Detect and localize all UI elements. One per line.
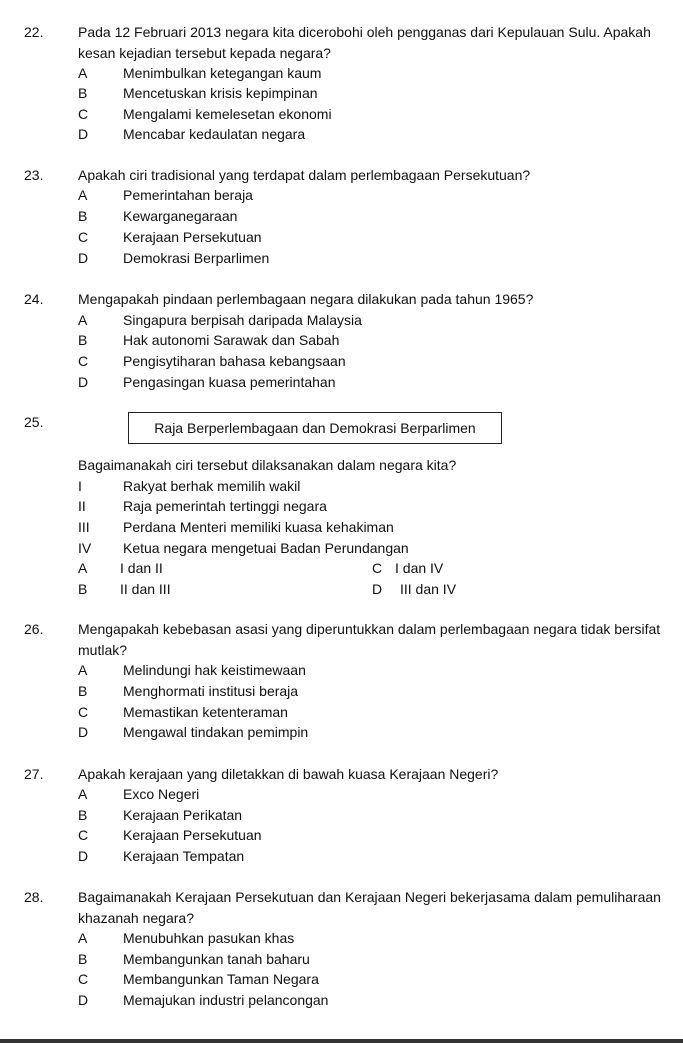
option-text: Exco Negeri — [123, 786, 200, 802]
question-stem: Bagaimanakah ciri tersebut dilaksanakan dalam negara kita? — [78, 457, 457, 473]
option-letter: B — [78, 208, 88, 224]
option-letter: C — [78, 704, 89, 720]
option-letter: A — [78, 65, 88, 81]
question-number: 23. — [24, 167, 44, 183]
stimulus-text: Raja Berperlembagaan dan Demokrasi Berparlimen — [154, 420, 476, 436]
option-text: Memastikan ketenteraman — [123, 704, 288, 720]
question-number: 26. — [24, 621, 44, 637]
question-stem: Apakah ciri tradisional yang terdapat dalam perlembagaan Persekutuan? — [78, 167, 531, 183]
option-text: Kerajaan Perikatan — [123, 807, 243, 823]
statement-numeral: I — [78, 478, 82, 494]
option-letter: D — [78, 724, 89, 740]
option-letter: B — [78, 807, 88, 823]
question-number: 22. — [24, 24, 44, 40]
question-stem: Pada 12 Februari 2013 negara kita dicerobohi oleh pengganas dari Kepulauan Sulu. Apakah kesan kejadian tersebut kepada negara? — [78, 24, 651, 61]
option-text: Mengawal tindakan pemimpin — [123, 724, 309, 740]
option-letter: C — [372, 560, 383, 576]
option-text: Mencetuskan krisis kepimpinan — [123, 85, 318, 101]
stimulus-box — [128, 412, 502, 444]
option-letter: B — [78, 581, 88, 597]
option-text: Kerajaan Persekutuan — [123, 229, 262, 245]
statement-text: Raja pemerintah tertinggi negara — [123, 498, 327, 514]
statement-text: Rakyat berhak memilih wakil — [123, 478, 301, 494]
option-letter: D — [78, 250, 89, 266]
option-text: Melindungi hak keistimewaan — [123, 662, 306, 678]
option-text: Singapura berpisah daripada Malaysia — [123, 312, 362, 328]
option-letter: C — [78, 971, 89, 987]
question-stem: Apakah kerajaan yang diletakkan di bawah kuasa Kerajaan Negeri? — [78, 766, 499, 782]
option-text: Pemerintahan beraja — [123, 187, 253, 203]
question-number: 27. — [24, 766, 44, 782]
option-letter: A — [78, 560, 88, 576]
option-text: Membangunkan Taman Negara — [123, 971, 319, 987]
page-bottom-border — [0, 1039, 683, 1043]
option-text: Demokrasi Berparlimen — [123, 250, 270, 266]
question-number: 28. — [24, 889, 44, 905]
option-text: Hak autonomi Sarawak dan Sabah — [123, 332, 340, 348]
option-text: Mengalami kemelesetan ekonomi — [123, 106, 332, 122]
statement-text: Perdana Menteri memiliki kuasa kehakiman — [123, 519, 394, 535]
option-text: Pengisytiharan bahasa kebangsaan — [123, 353, 346, 369]
option-letter: B — [78, 951, 88, 967]
question-number: 25. — [24, 414, 44, 430]
option-text: III dan IV — [400, 581, 457, 597]
option-letter: D — [78, 126, 89, 142]
option-text: Menubuhkan pasukan khas — [123, 930, 295, 946]
option-text: Membangunkan tanah baharu — [123, 951, 310, 967]
option-letter: C — [78, 353, 89, 369]
question-stem: Mengapakah kebebasan asasi yang diperuntukkan dalam perlembagaan negara tidak bersifat mutlak? — [78, 621, 661, 658]
option-text: Mencabar kedaulatan negara — [123, 126, 306, 142]
option-text: I dan IV — [395, 560, 444, 576]
option-text: Kewarganegaraan — [123, 208, 238, 224]
option-text: Memajukan industri pelancongan — [123, 992, 329, 1008]
option-text: Menimbulkan ketegangan kaum — [123, 65, 322, 81]
option-letter: D — [78, 992, 89, 1008]
statement-text: Ketua negara mengetuai Badan Perundangan — [123, 540, 409, 556]
question-stem: Mengapakah pindaan perlembagaan negara dilakukan pada tahun 1965? — [78, 291, 534, 307]
option-text: Kerajaan Tempatan — [123, 848, 245, 864]
statement-numeral: III — [78, 519, 90, 535]
option-letter: D — [372, 581, 383, 597]
option-letter: A — [78, 786, 88, 802]
option-text: Kerajaan Persekutuan — [123, 827, 262, 843]
question-number: 24. — [24, 291, 44, 307]
statement-numeral: II — [78, 498, 86, 514]
option-letter: C — [78, 229, 89, 245]
option-letter: B — [78, 332, 88, 348]
option-letter: A — [78, 312, 88, 328]
option-letter: A — [78, 662, 88, 678]
option-letter: C — [78, 106, 89, 122]
option-text: Pengasingan kuasa pemerintahan — [123, 374, 336, 390]
option-letter: A — [78, 930, 88, 946]
option-text: Menghormati institusi beraja — [123, 683, 299, 699]
option-text: I dan II — [120, 560, 163, 576]
question-stem: Bagaimanakah Kerajaan Persekutuan dan Kerajaan Negeri bekerjasama dalam pemuliharaan khazanah negara? — [78, 889, 661, 926]
option-letter: C — [78, 827, 89, 843]
option-letter: D — [78, 848, 89, 864]
option-letter: B — [78, 683, 88, 699]
option-letter: B — [78, 85, 88, 101]
option-text: II dan III — [120, 581, 171, 597]
option-letter: D — [78, 374, 89, 390]
option-letter: A — [78, 187, 88, 203]
statement-numeral: IV — [78, 540, 92, 556]
